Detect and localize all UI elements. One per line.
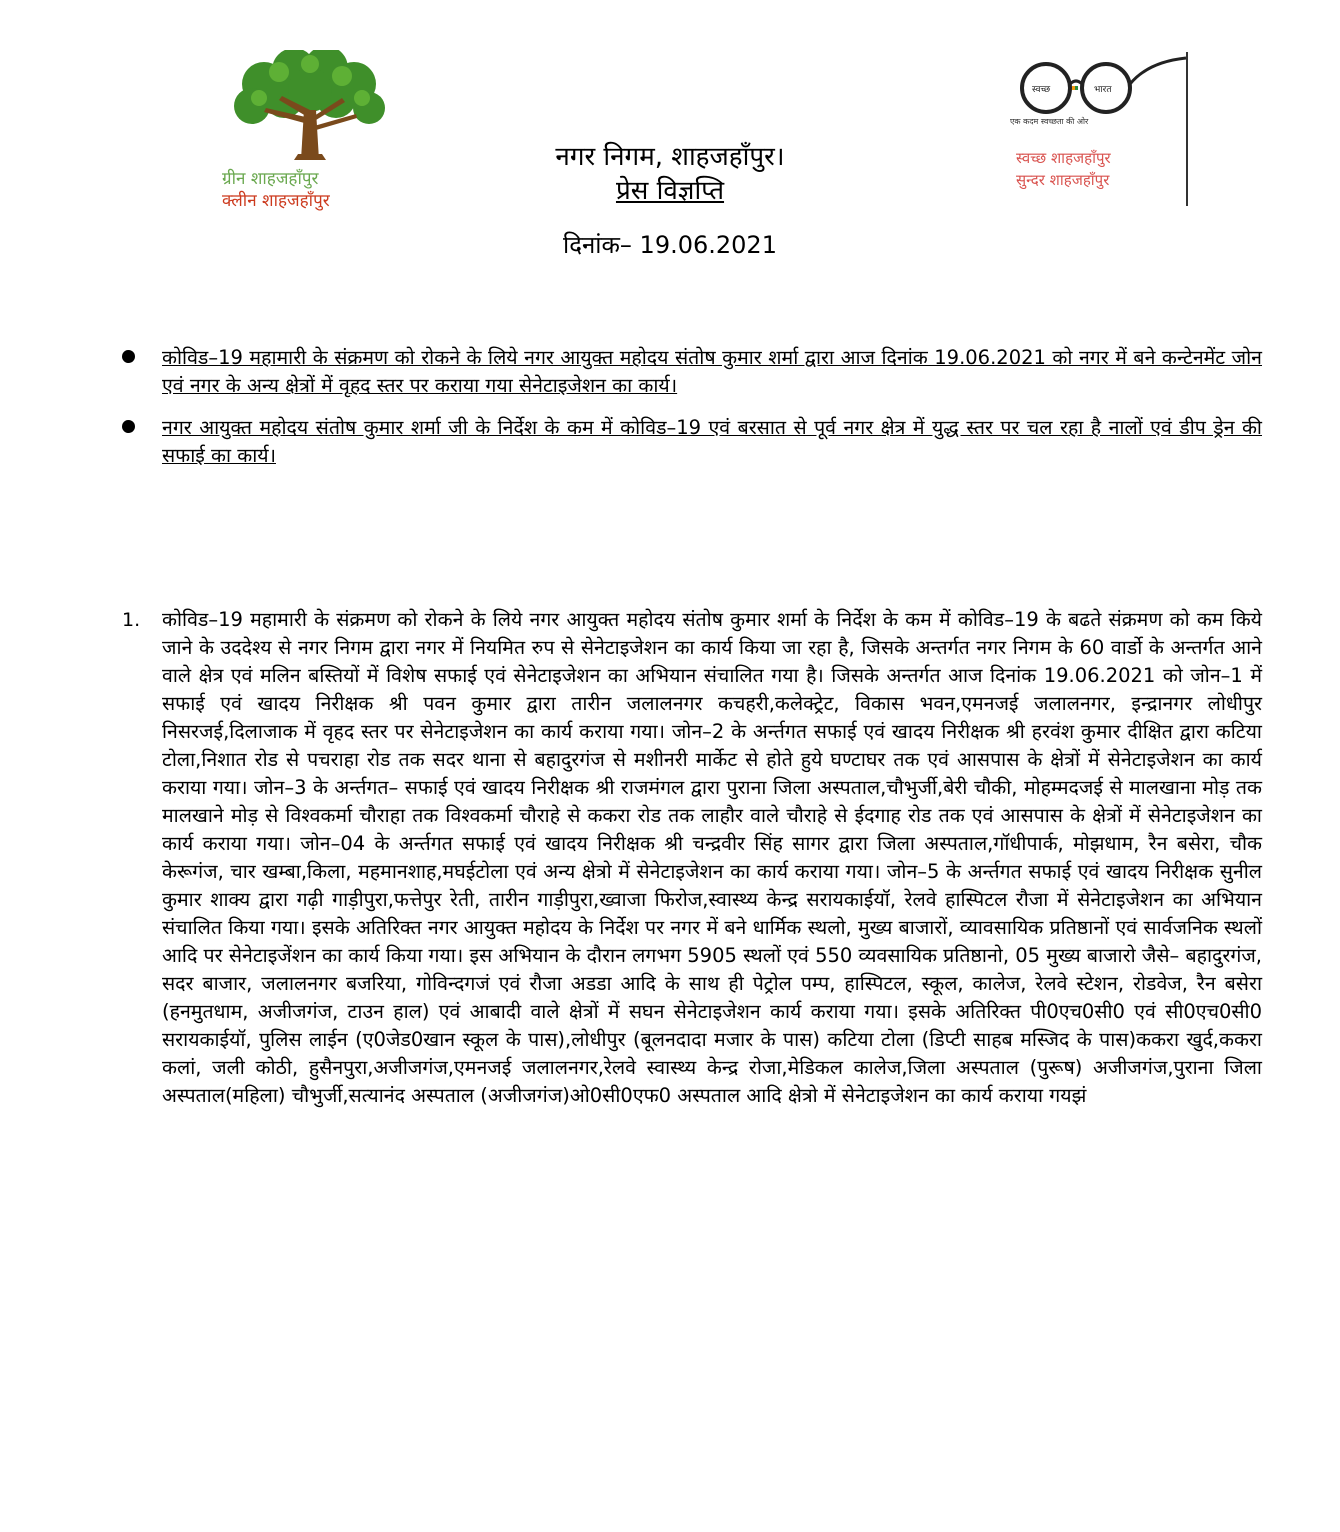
gandhi-glasses-icon bbox=[1008, 52, 1188, 114]
list-item bbox=[122, 414, 1262, 470]
lens-left-text: स्वच्छ bbox=[1032, 85, 1051, 95]
press-release-heading bbox=[440, 140, 900, 260]
highlight-text: नगर आयुक्त महोदय संतोष कुमार शर्मा जी के निर्देश के कम में कोविड–19 एवं बरसात से पूर्व नगर क्षेत्र में युद्ध स्तर पर चल रहा है नालों एवं डीप ड्रेन की सफाई का कार्य। bbox=[162, 416, 1262, 467]
paragraph-number: 1. bbox=[122, 609, 141, 631]
green-shahjahanpur-logo bbox=[214, 50, 394, 210]
swachh-bharat-logo bbox=[1008, 52, 1192, 212]
bullet-icon bbox=[122, 350, 135, 363]
organization-title: नगर निगम, शाहजहाँपुर। bbox=[555, 142, 785, 172]
highlight-text: कोविड–19 महामारी के संक्रमण को रोकने के लिये नगर आयुक्त महोदय संतोष कुमार शर्मा द्वारा आज दिनांक 19.06.2021 को नगर में बने कन्टेनमेंट जोन एवं नगर के अन्य क्षेत्रों में वृहद स्तर पर कराया गया सेनेटाइजेशन का कार्य। bbox=[162, 346, 1262, 397]
paragraph-body: कोविड–19 महामारी के संक्रमण को रोकने के लिये नगर आयुक्त महोदय संतोष कुमार शर्मा के निर्देश के कम में कोविड–19 के बढते संक्रमण को कम किये जाने के उददेश्य से नगर निगम द्वारा नगर में नियमित रुप से सेनेटाइजेशन का कार्य किया जा रहा है, जिसके अन्तर्गत नगर निगम के 60 वार्डो के अन्तर्गत आने वाले क्षेत्र एवं मलिन बस्तियों में विशेष सफाई एवं सेनेटाइजेशन का अभियान संचालित गया है। जिसके अन्तर्गत आज दिनांक 19.06.2021 को जोन–1 में सफाई एवं खादय निरीक्षक श्री पवन कुमार द्वारा तारीन जलालनगर कचहरी,कलेक्ट्रेट, विकास भवन,एमनजई जलालनगर, इन्द्रानगर लोधीपुर निसरजई,दिलाजाक में वृहद स्तर पर सेनेटाइजेशन का कार्य कराया गया। जोन–2 के अर्न्तगत सफाई एवं खादय निरीक्षक श्री हरवंश कुमार दीक्षित द्वारा कटिया टोला,निशात रोड से पचराहा रोड तक सदर थाना से बहादुरगंज से मशीनरी मार्केट से होते हुये घण्टाघर तक एवं आसपास के क्षेत्रों में सेनेटाइजेशन का कार्य कराया गया। जोन–3 के अर्न्तगत– सफाई एवं खादय निरीक्षक श्री राजमंगल द्वारा पुराना जिला अस्पताल,चौभुर्जी,बेरी चौकी, मोहम्मदजई से मालखाना मोड़ तक मालखाने मोड़ से विश्वकर्मा चौराहा तक विश्वकर्मा चौराहे से ककरा रोड तक लाहौर वाले चौराहे से ईदगाह रोड तक एवं आसपास के क्षेत्रों में सेनेटाइजेशन का कार्य कराया गया। जोन–04 के अर्न्तगत सफाई एवं खादय निरीक्षक श्री चन्द्रवीर सिंह सागर द्वारा जिला अस्पताल,गॉधीपार्क, मोझधाम, रैन बसेरा, चौक केरूगंज, चार खम्बा,किला, महमानशाह,मघईटोला एवं अन्य क्षेत्रो में सेनेटाइजेशन का कार्य कराया गया। जोन–5 के अर्न्तगत सफाई एवं खादय निरीक्षक सुनील कुमार शाक्य द्वारा गढ़ी गाड़ीपुरा,फत्तेपुर रेती, तारीन गाड़ीपुरा,ख्वाजा फिरोज,स्वास्थ्य केन्द्र सरायकाईयॉ, रेलवे हास्पिटल रौजा में सेनेटाइजेशन का अभियान संचालित किया गया। इसके अतिरिक्त नगर आयुक्त महोदय के निर्देश पर नगर में बने धार्मिक स्थलो, मुख्य बाजारों, व्यावसायिक प्रतिष्ठानों एवं सार्वजनिक स्थलों आदि पर सेनेटाइजेंशन का कार्य किया गया। इस अभियान के दौरान लगभग 5905 स्थलों एवं 550 व्यवसायिक प्रतिष्ठानो, 05 मुख्य बाजारो जैसे– बहादुरगंज, सदर बाजार, जलालनगर बजरिया, गोविन्दगजं एवं रौजा अडडा आदि के साथ ही पेट्रोल पम्प, हास्पिटल, स्कूल, कालेज, रेलवे स्टेशन, रोडवेज, रैन बसेरा (हनमुतधाम, अजीजगंज, टाउन हाल) एवं आबादी वाले क्षेत्रों में सघन सेनेटाइजेशन कार्य कराया गया। इसके अतिरिक्त पी0एच0सी0 एवं सी0एच0सी0 सरायकाईयॉ, पुलिस लाईन (ए0जेड0खान स्कूल के पास),लोधीपुर (बूलनदादा मजार के पास) कटिया टोला (डिप्टी साहब मस्जिद के पास)ककरा खुर्द,ककरा कलां, जली कोठी, हुसैनपुरा,अजीजगंज,एमनजई जलालनगर,रेलवे स्वास्थ्य केन्द्र रोजा,मेडिकल कालेज,जिला अस्पताल (पुरूष) अजीजगंज,पुराना जिला अस्पताल(महिला) चौभुर्जी,सत्यानंद अस्पताल (अजीजगंज)ओ0सी0एफ0 अस्पताल आदि क्षेत्रो में सेनेटाइजेशन का कार्य कराया गयझं bbox=[162, 608, 1262, 1107]
logo-left-line1: ग्रीन शाहजहाँपुर bbox=[222, 169, 319, 189]
logo-right-line1: स्वच्छ शाहजहाँपुर bbox=[1016, 149, 1111, 167]
list-item bbox=[122, 344, 1262, 400]
release-date: दिनांक– 19.06.2021 bbox=[563, 231, 777, 259]
highlights-list bbox=[122, 344, 1262, 484]
bullet-icon bbox=[122, 420, 135, 433]
numbered-paragraph bbox=[122, 606, 1262, 1110]
logo-left-line2: क्लीन शाहजहाँपुर bbox=[222, 191, 330, 211]
swachh-tagline: एक कदम स्वच्छता की ओर bbox=[1010, 117, 1089, 126]
tree-icon bbox=[224, 50, 394, 168]
logo-divider bbox=[1186, 52, 1188, 206]
logo-right-line2: सुन्दर शाहजहाँपुर bbox=[1016, 171, 1110, 189]
document-title: प्रेस विज्ञप्ति bbox=[615, 176, 725, 206]
lens-right-text: भारत bbox=[1094, 85, 1112, 95]
